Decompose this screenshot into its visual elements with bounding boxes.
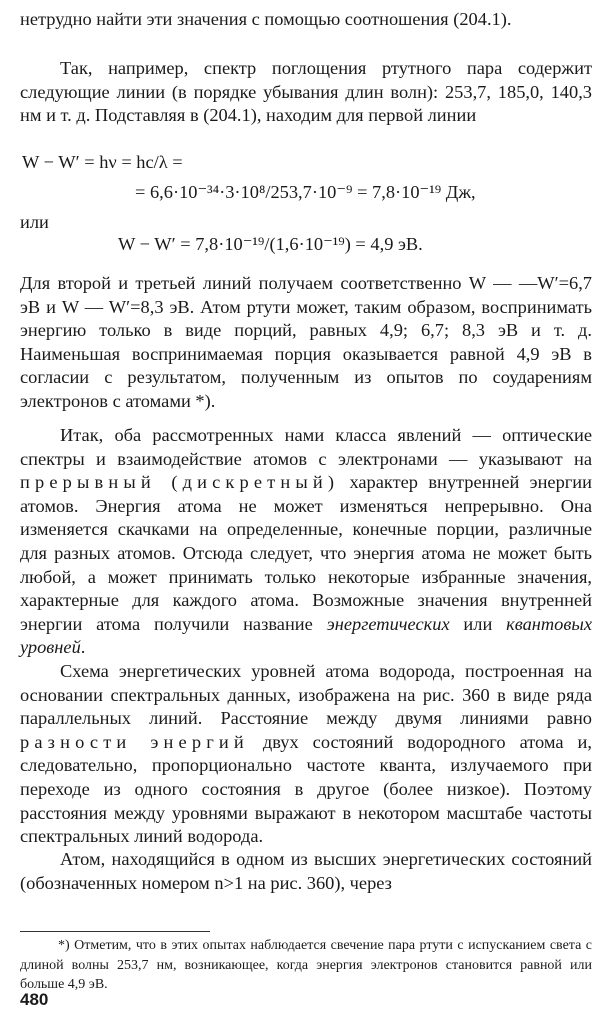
equation-energy-difference: W − W′ = hν = hc/λ = [22,152,183,172]
paragraph-hydrogen-levels: Схема энергетических уровней атома водорода, построенная на основании спектральных данных, изображена на рис. 360 в виде ряда параллельных линий. Расстояние между двумя линиями равно разности энергий двух состояний водородного атома и, следовательно, пропорционально частоте кванта, излучаемого при переходе из одного состояния в другое (более низкое). Поэтому расстояния между уровнями выражают в некотором масштабе частоты спектральных линий водорода. [20,661,592,847]
paragraph-excited-atom: Атом, находящийся в одном из высших энергетических состояний (обозначенных номером n>1 на рис. 360), через [20,849,592,893]
paragraph-second-third-lines: Для второй и третьей линий получаем соответственно W — —W′=6,7 эВ и W — W′=8,3 эВ. Атом ртути может, таким образом, воспринимать энергию только в виде порций, равных 4,9; 6,7; 8,3 эВ и т. д. Наименьшая воспринимаемая порция оказывается равной 4,9 эВ в согласии с результатом, полученным из опытов по соударениям электронов с атомами *). [20,273,592,411]
paragraph-mercury-spectrum: Так, например, спектр поглощения ртутного пара содержит следующие линии (в порядке убывания длин волн): 253,7, 185,0, 140,3 нм и т. д. Подставляя в (204.1), находим для первой линии [20,58,592,126]
paragraph-continuation: нетрудно найти эти значения с помощью соотношения (204.1). [20,9,512,29]
footnote: *) Отметим, что в этих опытах наблюдается свечение пара ртути с испусканием света с длиной волны 253,7 нм, возникающее, когда энергия электронов становится равной или больше 4,9 эВ. [20,938,592,992]
spaced-emphasis-difference: разности энергий [20,731,249,752]
paragraph-discrete-energy: Итак, оба рассмотренных нами класса явлений — оптические спектры и взаимодействие атомов с электронами — указывают на прерывный (дискретный) характер внутренней энергии атомов. Энергия атома не может изменяться непрерывно. Она изменяется скачками на определенные, конечные порции, различные для разных атомов. Отсюда следует, что энергия атома не может быть любой, а может принимать только некоторые избранные значения, характерные для каждого атома. Возможные значения внутренней энергии атома получили название энергетических или квантовых уровней. [20,425,592,658]
term-energy-levels: энергетических [326,613,450,634]
equation-electronvolts: W − W′ = 7,8·10⁻¹⁹/(1,6·10⁻¹⁹) = 4,9 эВ. [118,234,423,254]
page-number: 480 [20,990,49,1009]
word-or: или [20,212,49,232]
equation-joules: = 6,6·10⁻³⁴·3·10⁸/253,7·10⁻⁹ = 7,8·10⁻¹⁹ Дж, [135,182,476,202]
term-quantum-levels: квантовых уровней [20,613,592,658]
footnote-divider [20,931,210,932]
spaced-emphasis-discrete: прерывный (дискретный) [20,472,340,493]
